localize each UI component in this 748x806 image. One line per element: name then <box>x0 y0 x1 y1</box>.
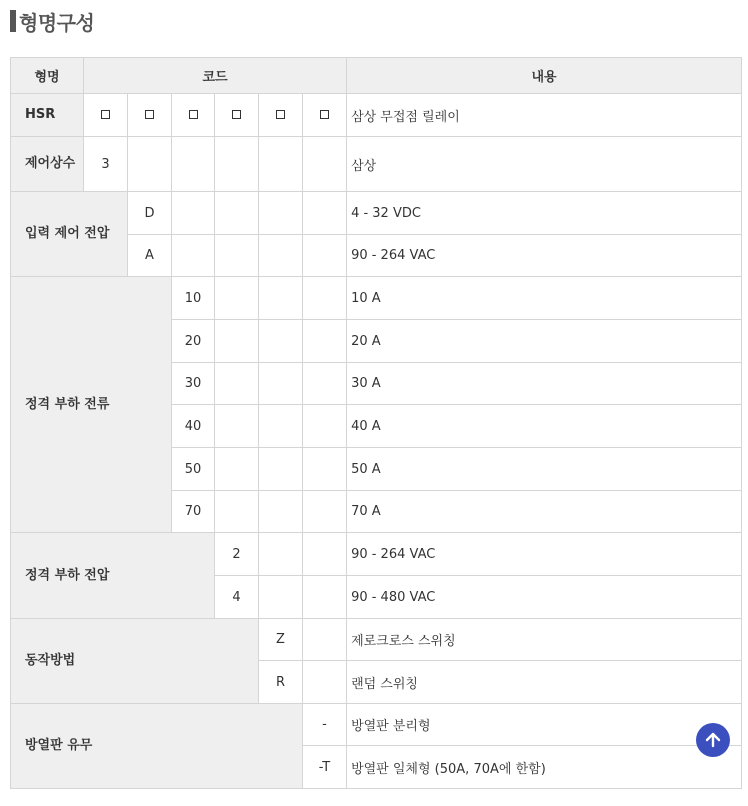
current-desc-70: 70 A <box>347 491 742 533</box>
table-row-phase <box>11 137 742 192</box>
current-desc-50: 50 A <box>347 448 742 491</box>
scroll-top-button[interactable] <box>696 723 730 757</box>
load-voltage-label: 정격 부하 전압 <box>11 533 215 619</box>
table-row-hsr <box>11 94 742 137</box>
hsr-desc: 삼상 무접점 릴레이 <box>347 94 742 137</box>
code-slot-2 <box>128 94 172 137</box>
square-icon <box>276 110 285 119</box>
code-slot-6 <box>303 94 347 137</box>
phase-label: 제어상수 <box>11 137 84 192</box>
operation-desc-z: 제로크로스 스위칭 <box>347 619 742 661</box>
table-row-current-10 <box>11 277 742 320</box>
phase-code: 3 <box>84 137 128 192</box>
heatsink-code-integrated: -T <box>303 746 347 789</box>
page-title-text: 형명구성 <box>19 10 95 35</box>
table-row-voltage-2 <box>11 533 742 576</box>
current-code-30: 30 <box>172 363 215 405</box>
current-code-70: 70 <box>172 491 215 533</box>
header-model: 형명 <box>11 58 84 94</box>
code-slot-1 <box>84 94 128 137</box>
voltage-code-4: 4 <box>215 576 259 619</box>
header-code: 코드 <box>84 58 347 94</box>
square-icon <box>145 110 154 119</box>
hsr-label: HSR <box>11 94 84 137</box>
current-code-20: 20 <box>172 320 215 363</box>
table-row-input-d <box>11 192 742 235</box>
current-code-10: 10 <box>172 277 215 320</box>
current-desc-10: 10 A <box>347 277 742 320</box>
page-title <box>10 6 94 36</box>
input-code-a: A <box>128 235 172 277</box>
voltage-code-2: 2 <box>215 533 259 576</box>
square-icon <box>232 110 241 119</box>
current-desc-20: 20 A <box>347 320 742 363</box>
input-voltage-label: 입력 제어 전압 <box>11 192 128 277</box>
model-composition-table <box>10 57 742 789</box>
square-icon <box>320 110 329 119</box>
code-slot-3 <box>172 94 215 137</box>
square-icon <box>101 110 110 119</box>
input-desc-a: 90 - 264 VAC <box>347 235 742 277</box>
title-marker <box>10 10 16 32</box>
code-slot-4 <box>215 94 259 137</box>
arrow-up-icon <box>703 730 723 750</box>
input-code-d: D <box>128 192 172 235</box>
operation-label: 동작방법 <box>11 619 259 704</box>
current-desc-30: 30 A <box>347 363 742 405</box>
table-row-heatsink-separate <box>11 704 742 746</box>
input-desc-d: 4 - 32 VDC <box>347 192 742 235</box>
current-code-50: 50 <box>172 448 215 491</box>
heatsink-label: 방열판 유무 <box>11 704 303 789</box>
voltage-desc-2: 90 - 264 VAC <box>347 533 742 576</box>
voltage-desc-4: 90 - 480 VAC <box>347 576 742 619</box>
phase-desc: 삼상 <box>347 137 742 192</box>
operation-code-r: R <box>259 661 303 704</box>
header-row <box>11 58 742 94</box>
header-content: 내용 <box>347 58 742 94</box>
load-current-label: 정격 부하 전류 <box>11 277 172 533</box>
heatsink-desc-integrated: 방열판 일체형 (50A, 70A에 한함) <box>347 746 742 789</box>
current-code-40: 40 <box>172 405 215 448</box>
code-slot-5 <box>259 94 303 137</box>
table-row-operation-z <box>11 619 742 661</box>
heatsink-desc-separate: 방열판 분리형 <box>347 704 742 746</box>
square-icon <box>189 110 198 119</box>
operation-desc-r: 랜덤 스위칭 <box>347 661 742 704</box>
operation-code-z: Z <box>259 619 303 661</box>
current-desc-40: 40 A <box>347 405 742 448</box>
heatsink-code-separate: - <box>303 704 347 746</box>
